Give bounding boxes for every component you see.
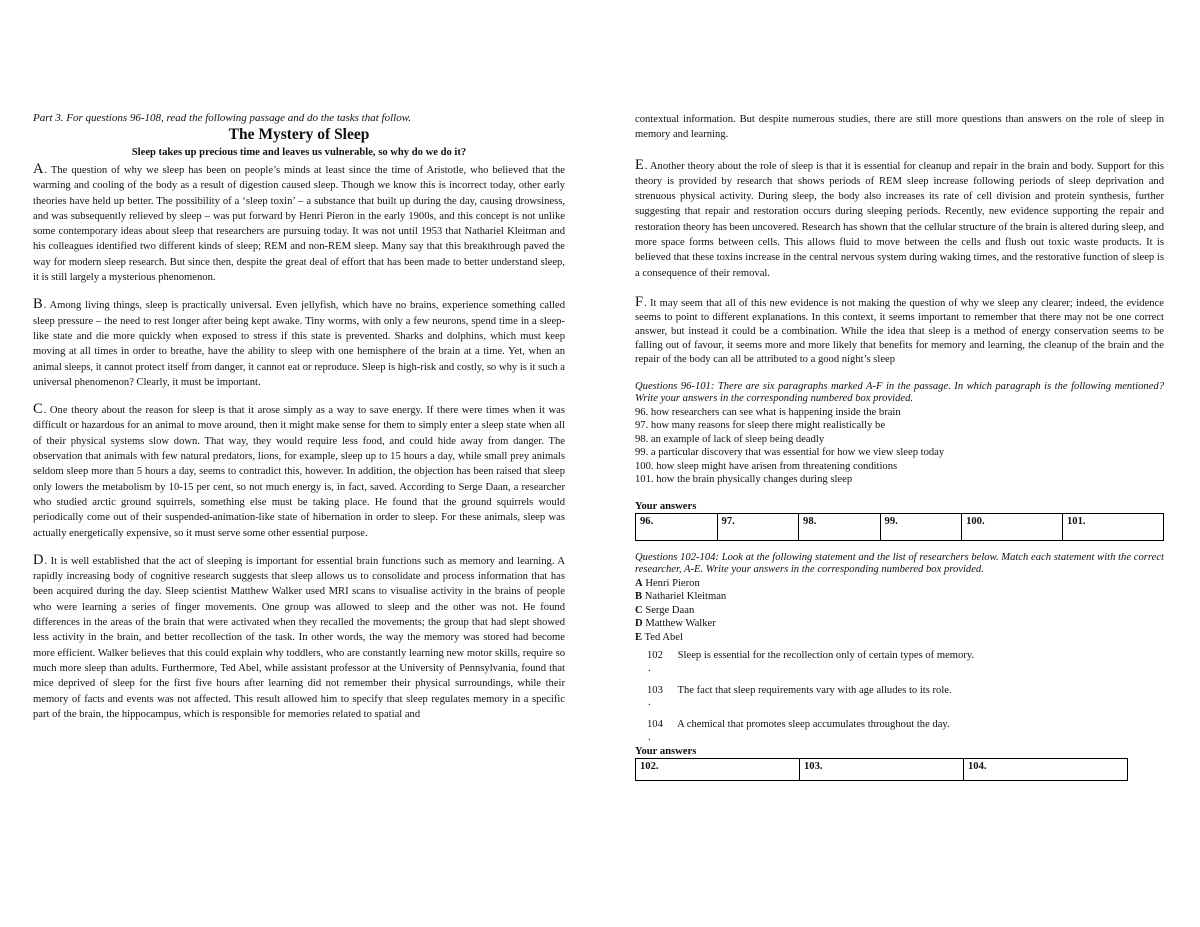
question-item: 97. how many reasons for sleep there might realistically be (635, 420, 886, 432)
answer-box-96[interactable]: 96. (636, 513, 718, 540)
questions-96-101-list (635, 406, 1164, 487)
part-instruction: Part 3. For questions 96-108, read the following passage and do the tasks that follow. (33, 112, 411, 124)
paragraph-letter: F (635, 293, 644, 310)
left-column (33, 112, 565, 722)
statement-dot: . (648, 662, 651, 674)
statement-104: 104 A chemical that promotes sleep accumulates throughout the day. (647, 719, 950, 731)
answer-box-98[interactable]: 98. (799, 513, 881, 540)
question-item: 96. how researchers can see what is happening inside the brain (635, 406, 901, 418)
question-item: 100. how sleep might have arisen from threatening conditions (635, 460, 898, 472)
answer-box-100[interactable]: 100. (962, 513, 1063, 540)
paragraph-letter: D (33, 551, 44, 568)
researcher-item: B Nathariel Kleitman (635, 591, 727, 603)
paragraph-d (33, 553, 565, 722)
paragraph-text: . It is well established that the act of sleeping is important for essential brain functions such as memory and learning. A rapidly increasing body of cognitive research suggests that sleep allows us to consolidate and process information that has been acquired during the day. Sleep scientist Matthew Walker used MRI scans to visualise activity in the brains of people who were learning a series of finger movements. One group was allowed to sleep and the other was not. He found differences in the areas of the brain that were activated when they recalled the movements; the group that had slept showed less activity in the brain, and better recollection of the task. In other words, the way the memory was stored had become more efficient. Walker believes that this could explain why toddlers, who are constantly learning new motor skills, require so much more sleep than adults. Furthermore, Ted Abel, while assistant professor at the University of Pennsylvania, found that mice deprived of sleep for the first five hours after learning did not remember their physical surroundings, while their memory of facts and events was not affected. This result allowed him to specify that sleep regulates memory in a specific part of the brain, the hippocampus, which is responsible for memories related to spatial and (33, 555, 565, 720)
paragraph-c (33, 402, 565, 541)
right-column (635, 112, 1164, 781)
paragraph-letter: E (635, 156, 644, 173)
paragraph-letter: C (33, 401, 43, 418)
researcher-item: E Ted Abel (635, 631, 683, 643)
question-item: 98. an example of lack of sleep being deadly (635, 433, 825, 445)
answers-label: Your answers (635, 745, 697, 757)
paragraph-letter: A (33, 161, 44, 177)
answer-box-99[interactable]: 99. (880, 513, 962, 540)
paragraph-e (635, 158, 1164, 281)
paragraph-text: . It may seem that all of this new evidence is not making the question of why we sleep any clearer; indeed, the evidence seems to point to different explanations. In this context, it seems important to remember that there may not be one correct answer, but instead it could be a combination. While the idea that sleep is a method of energy conservation seems to be falling out of favour, it seems more and more likely that benefits for memory and learning, the cleanup of the brain and the repair of the body can all be attributed to a good night’s sleep (635, 297, 1164, 365)
researcher-list (635, 577, 1164, 645)
question-item: 99. a particular discovery that was essential for how we view sleep today (635, 447, 945, 459)
answer-table-96-101 (635, 513, 1164, 541)
questions-96-101 (635, 381, 1164, 541)
paragraph-d-continuation: contextual information. But despite numerous studies, there are still more questions than answers on the role of sleep in memory and learning. (635, 114, 1164, 141)
paragraph-letter: B (33, 296, 43, 313)
paragraph-text: . Another theory about the role of sleep is that it is essential for cleanup and repair in the brain and body. Support for this theory is provided by research that shows periods of REM sleep increase following periods of sleep deprivation and strenuous physical activity. During sleep, the body also increases its rate of cell division and protein synthesis, further suggesting that repair and restoration occurs during sleeping periods. Recently, new evidence supporting the repair and restoration theory has been uncovered. Research has shown that the cellular structure of the brain is altered during sleep, and more space forms between cells. This allows fluid to move between the cells and flush out toxic waste products. It is believed that these toxins increase in the central nervous system during waking times, and the restorative function of sleep is a consequence of their removal. (635, 160, 1164, 279)
researcher-item: C Serge Daan (635, 604, 695, 616)
questions-102-104-instruction: Questions 102-104: Look at the following statement and the list of researchers below. Match each statement with the correct researcher, A-E. Write your answers in the corresponding numbered box provided. (635, 551, 1164, 576)
researcher-item: D Matthew Walker (635, 618, 716, 630)
statement-dot: . (648, 731, 651, 743)
statement-103: 103 The fact that sleep requirements vary with age alludes to its role. (647, 684, 952, 696)
passage-title: The Mystery of Sleep (228, 126, 370, 143)
question-item: 101. how the brain physically changes during sleep (635, 474, 853, 486)
questions-102-104 (635, 552, 1164, 781)
researcher-item: A Henri Pieron (635, 577, 700, 589)
paragraph-text: . The question of why we sleep has been on people’s minds at least since the time of Aristotle, who believed that the warming and cooling of the body as a result of digestion caused sleep. Though we know this is incorrect today, other early theories have held up better. The possibility of a ‘sleep toxin’ – a substance that built up during the day, causing drowsiness, and was subsequently relieved by sleep – was put forward by Henri Pieron in the early 1900s, and this concept is not unlike some contemporary ideas about sleep that researchers are pursuing today. It was not until 1953 that Nathariel Kleitman and his colleagues identified two different kinds of sleep; REM and non-REM sleep. Many say that this breakthrough paved the way for modern sleep research. But since then, despite the great deal of effort that has been made to better understand sleep, it is still largely a mysterious phenomenon. (33, 165, 565, 284)
paragraph-f (635, 295, 1164, 367)
answer-box-102[interactable]: 102. (636, 758, 800, 780)
answer-box-103[interactable]: 103. (800, 758, 964, 780)
paragraph-a (33, 162, 565, 285)
answer-table-102-104 (635, 758, 1128, 781)
statement-102: 102 Sleep is essential for the recollection only of certain types of memory. (647, 650, 975, 662)
answer-box-104[interactable]: 104. (964, 758, 1128, 780)
paragraph-text: . One theory about the reason for sleep is that it arose simply as a way to save energy. If there were times when it was difficult or hazardous for an animal to move around, then it might make sense for them to simply enter a sleep state when all of their physical systems slow down. That way, they would require less food, and could hide away from danger. The observation that animals with few natural predators, lions, for example, sleep up to 15 hours a day, while small prey animals seldom sleep more than 5 hours a day, seems to contradict this, however. In addition, the objection has been raised that sleep only lowers the metabolism by 10-15 per cent, so not much energy is, in fact, saved. According to Serge Daan, a researcher who studied arctic ground squirrels, something else must be taking place. He found that the ground squirrels would periodically come out of their suspended-animation-like state of hibernation in order to sleep. For these animals, sleep was actually energetically expensive, so it must serve some other essential purpose. (33, 405, 565, 539)
answer-box-97[interactable]: 97. (717, 513, 799, 540)
questions-96-101-instruction: Questions 96-101: There are six paragraphs marked A-F in the passage. In which paragraph is the following mentioned? Write your answers in the corresponding numbered box provided. (635, 380, 1164, 405)
answer-box-101[interactable]: 101. (1063, 513, 1164, 540)
answers-label: Your answers (635, 500, 697, 512)
paragraph-text: . Among living things, sleep is practically universal. Even jellyfish, which have no brains, experience something called sleep pressure – the need to rest longer after being kept awake. Tiny worms, with only a few neurons, spend time in a sleep-like state and die more quickly when exposed to stress if this state is prevented. Sharks and dolphins, which must keep moving at all times in order to breathe, have the ability to sleep with one hemisphere of the brain at a time. Yet, when an animal sleeps, it cannot protect itself from danger, it cannot eat or reproduce. Sleep is high-risk and costly, so why is it such a universal phenomenon? Clearly, it must be important. (33, 300, 565, 388)
paragraph-b (33, 297, 565, 390)
statement-dot: . (648, 697, 651, 709)
passage-subtitle: Sleep takes up precious time and leaves us vulnerable, so why do we do it? (131, 147, 467, 158)
